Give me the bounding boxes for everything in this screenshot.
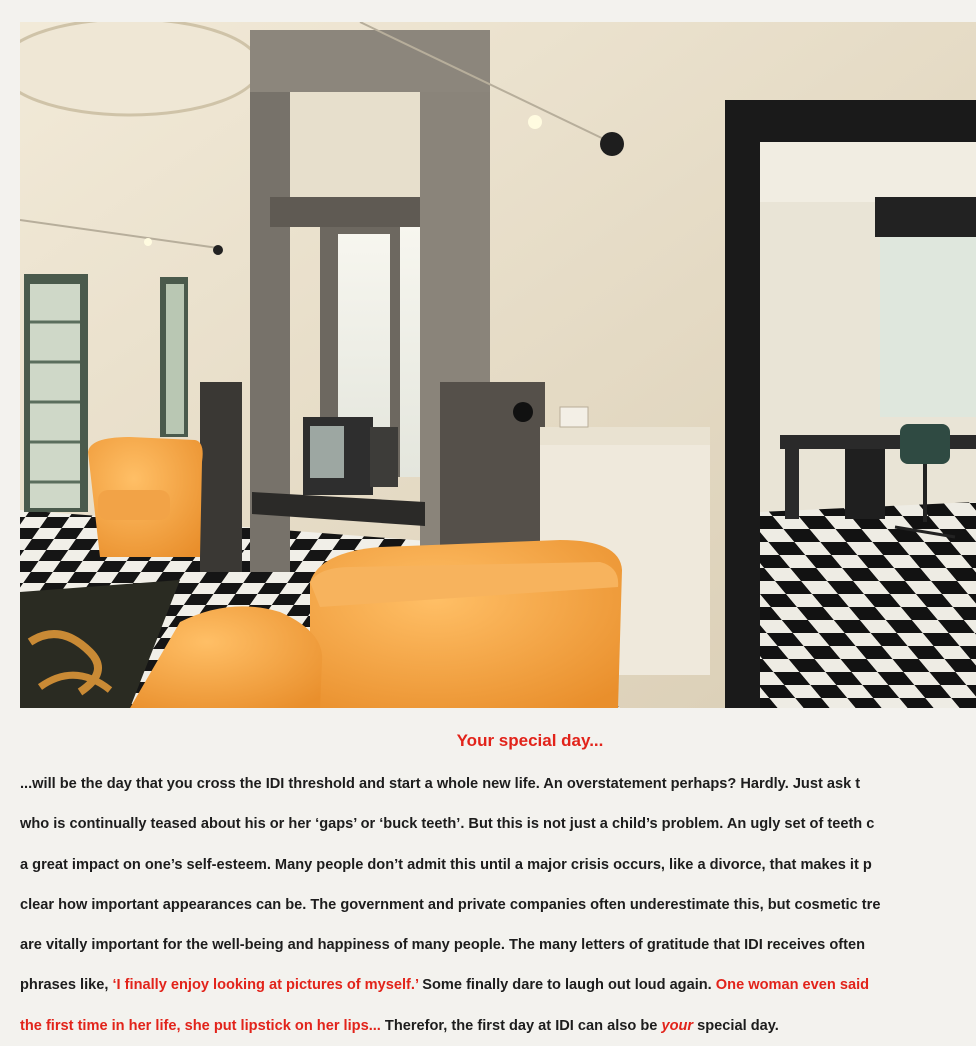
body-line-5: are vitally important for the well-being and happiness of many people. The many letters of gratitude that IDI receives often <box>20 937 865 954</box>
orange-armchair-front <box>310 540 622 708</box>
body-line-6 <box>20 965 976 1005</box>
quote-lipstick: the first time in her life, she put lipstick on her lips... <box>20 1017 381 1034</box>
body-line-7 <box>20 1006 976 1046</box>
body-line-6-rest: Some finally dare to laugh out loud again. <box>418 977 716 994</box>
emphasis-your: your <box>661 1017 694 1034</box>
page-heading: Your special day... <box>456 731 604 750</box>
body-line-4: clear how important appearances can be. The government and private companies often underestimate this, but cosmetic tre <box>20 896 881 913</box>
body-line-7-text: Therefor, the first day at IDI can also be <box>380 1017 662 1034</box>
body-line-2: who is continually teased about his or her ‘gaps’ or ‘buck teeth’. But this is not just a child’s problem. An ugly set of teeth c <box>20 816 875 833</box>
body-line-7-end: special day. <box>693 1017 779 1034</box>
orange-armchair-left <box>88 437 203 557</box>
interior-photo-illustration <box>20 22 976 708</box>
quote-woman: One woman even said <box>715 977 870 994</box>
body-line-6-text: phrases like, <box>20 977 113 994</box>
body-line-3: a great impact on one’s self-esteem. Many people don’t admit this until a major crisis occurs, like a divorce, that makes it p <box>20 856 872 873</box>
body-line-1: ...will be the day that you cross the IDI threshold and start a whole new life. An overstatement perhaps? Hardly. Just ask t <box>20 776 861 792</box>
interior-photo <box>20 22 976 708</box>
quote-pictures: ‘I finally enjoy looking at pictures of myself.’ <box>112 977 419 994</box>
body-paragraph <box>20 764 976 1046</box>
